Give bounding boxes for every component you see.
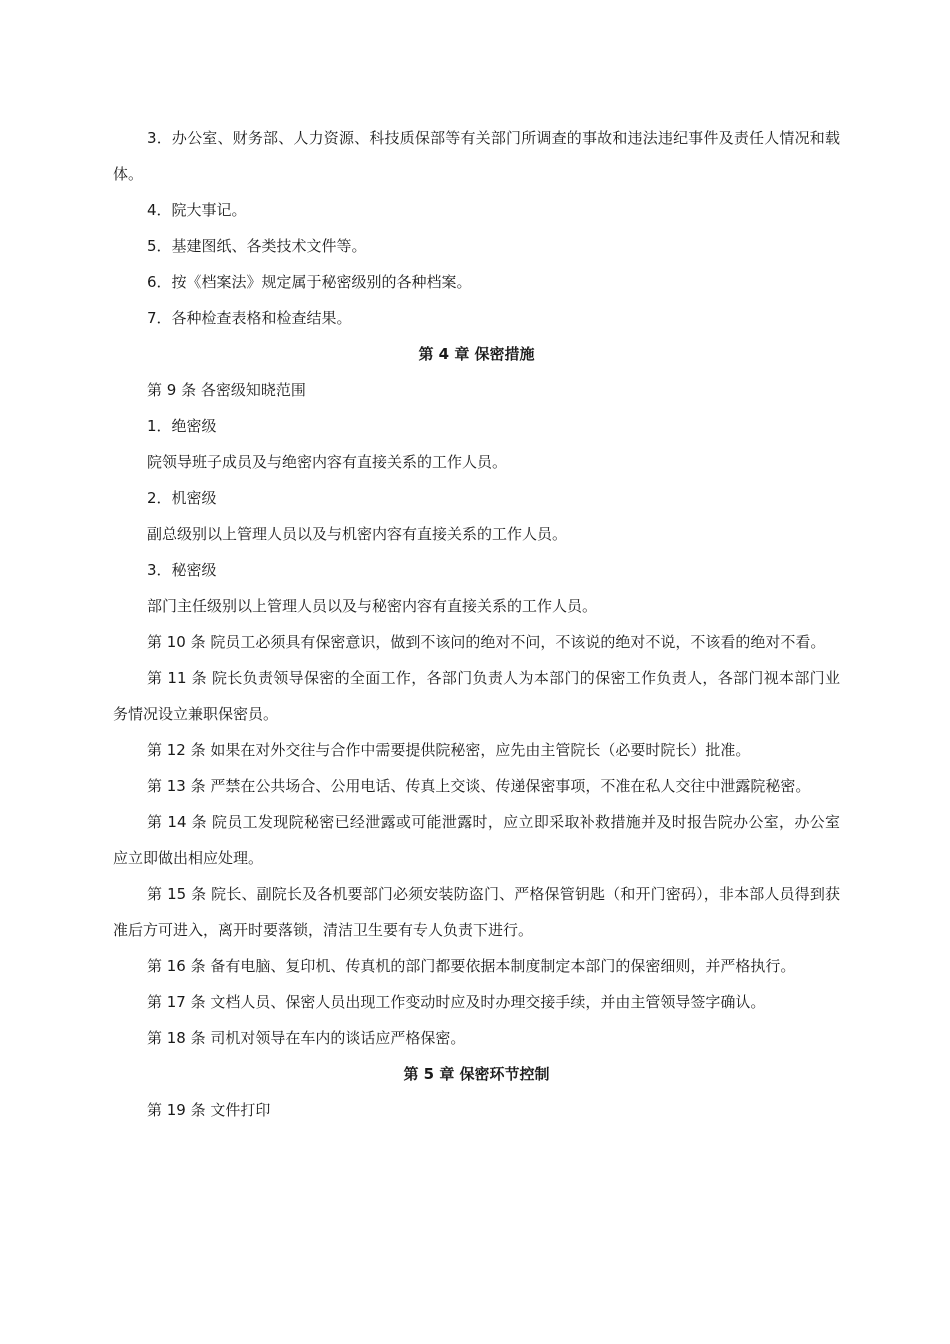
list-item-7: 7．各种检查表格和检查结果。 (147, 309, 352, 327)
article-16: 第 16 条 备有电脑、复印机、传真机的部门都要依据本制度制定本部门的保密细则，并严格执行。 (147, 957, 796, 975)
list-item-4: 4．院大事记。 (147, 201, 247, 219)
document-page (113, 120, 840, 1128)
chapter-5-heading: 第 5 章 保密环节控制 (403, 1065, 550, 1083)
level-confidential-scope: 部门主任级别以上管理人员以及与秘密内容有直接关系的工作人员。 (147, 597, 598, 615)
article-11: 第 11 条 院长负责领导保密的全面工作，各部门负责人为本部门的保密工作负责人，各部门视本部门业务情况设立兼职保密员。 (113, 669, 840, 723)
article-10: 第 10 条 院员工必须具有保密意识，做到不该问的绝对不问，不该说的绝对不说，不该看的绝对不看。 (147, 633, 826, 651)
level-confidential-label: 3．秘密级 (147, 561, 217, 579)
list-item-6: 6．按《档案法》规定属于秘密级别的各种档案。 (147, 273, 472, 291)
article-19: 第 19 条 文件打印 (147, 1101, 271, 1119)
article-9: 第 9 条 各密级知晓范围 (147, 381, 306, 399)
list-item-3: 3．办公室、财务部、人力资源、科技质保部等有关部门所调查的事故和违法违纪事件及责任人情况和载体。 (113, 129, 840, 183)
article-17: 第 17 条 文档人员、保密人员出现工作变动时应及时办理交接手续，并由主管领导签字确认。 (147, 993, 766, 1011)
list-item-5: 5．基建图纸、各类技术文件等。 (147, 237, 367, 255)
article-12: 第 12 条 如果在对外交往与合作中需要提供院秘密，应先由主管院长（必要时院长）批准。 (147, 741, 751, 759)
article-18: 第 18 条 司机对领导在车内的谈话应严格保密。 (147, 1029, 466, 1047)
article-14: 第 14 条 院员工发现院秘密已经泄露或可能泄露时，应立即采取补救措施并及时报告院办公室，办公室应立即做出相应处理。 (113, 813, 840, 867)
level-secret-label: 2．机密级 (147, 489, 217, 507)
level-secret-scope: 副总级别以上管理人员以及与机密内容有直接关系的工作人员。 (147, 525, 568, 543)
level-top-secret-label: 1．绝密级 (147, 417, 217, 435)
level-top-secret-scope: 院领导班子成员及与绝密内容有直接关系的工作人员。 (147, 453, 508, 471)
article-13: 第 13 条 严禁在公共场合、公用电话、传真上交谈、传递保密事项，不准在私人交往中泄露院秘密。 (147, 777, 811, 795)
article-15: 第 15 条 院长、副院长及各机要部门必须安装防盗门、严格保管钥匙（和开门密码），非本部人员得到获准后方可进入，离开时要落锁，清洁卫生要有专人负责下进行。 (113, 885, 840, 939)
chapter-4-heading: 第 4 章 保密措施 (418, 345, 535, 363)
